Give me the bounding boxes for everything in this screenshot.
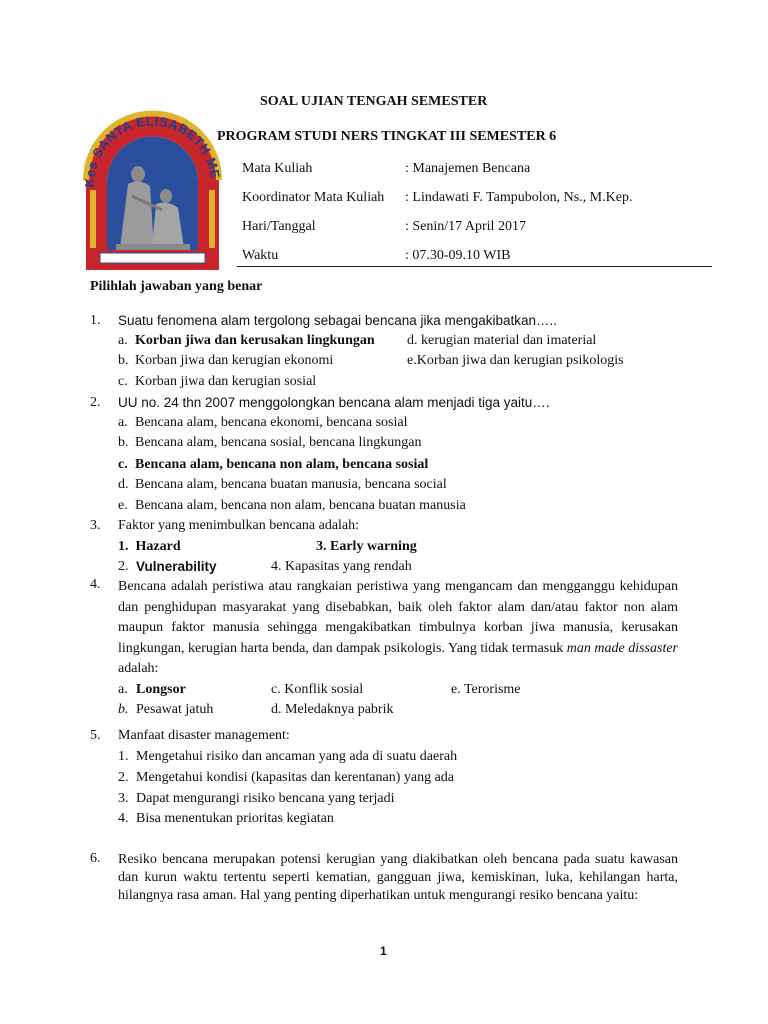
q1-number: 1. — [90, 313, 101, 328]
info-value-course: : Manajemen Bencana — [405, 161, 531, 176]
q1-option-e: e.Korban jiwa dan kerugian psikologis — [407, 353, 624, 368]
q4-b-label: b. — [118, 702, 129, 717]
q1-option-a: Korban jiwa dan kerusakan lingkungan — [135, 333, 375, 348]
q3-option-3: 3. Early warning — [316, 539, 417, 554]
q6-text: Resiko bencana merupakan potensi kerugian yang diakibatkan oleh bencana pada suatu kawasan dan kurun waktu tertentu seperti kematian, gangguan jiwa, kemiskinan, luka, kehilangan harta, hilangnya rasa aman. Hal yang penting diperhatikan untuk mengurangi resiko bencana yaitu: — [118, 852, 678, 903]
q2-c-label: c. — [118, 457, 128, 472]
q5-item-1-number: 1. — [118, 749, 129, 764]
q1-option-d: d. kerugian material dan imaterial — [407, 333, 597, 348]
q1-option-b: Korban jiwa dan kerugian ekonomi — [135, 353, 334, 368]
q2-option-d: Bencana alam, bencana buatan manusia, bencana social — [135, 477, 447, 492]
exam-title: SOAL UJIAN TENGAH SEMESTER — [260, 94, 488, 109]
q1-c-label: c. — [118, 374, 128, 389]
header-divider — [237, 266, 712, 267]
info-label-time: Waktu — [242, 248, 279, 263]
q3-option-4: 4. Kapasitas yang rendah — [271, 559, 412, 574]
q5-item-1: Mengetahui risiko dan ancaman yang ada di suatu daerah — [136, 749, 458, 764]
q2-d-label: d. — [118, 477, 129, 492]
q2-option-c: Bencana alam, bencana non alam, bencana sosial — [135, 457, 429, 472]
q5-number: 5. — [90, 728, 101, 743]
q4-option-c: c. Konflik sosial — [271, 682, 364, 697]
q3-text: Faktor yang menimbulkan bencana adalah: — [118, 518, 360, 533]
q4-option-e: e. Terorisme — [451, 682, 521, 697]
q5-item-3-number: 3. — [118, 791, 129, 806]
info-value-time: : 07.30-09.10 WIB — [405, 248, 511, 263]
info-label-coordinator: Koordinator Mata Kuliah — [242, 190, 385, 205]
svg-text:STIKes SANTA ELISABETH MEDAN — [80, 100, 223, 188]
q5-text: Manfaat disaster management: — [118, 728, 290, 743]
q2-e-label: e. — [118, 498, 128, 513]
q2-option-b: Bencana alam, bencana sosial, bencana lingkungan — [135, 435, 422, 450]
q4-number: 4. — [90, 577, 101, 592]
info-label-course: Mata Kuliah — [242, 161, 313, 176]
info-value-date: : Senin/17 April 2017 — [405, 219, 526, 234]
logo-text: Kes SANTA ELISABETH ME — [81, 113, 223, 188]
q1-a-label: a. — [118, 333, 128, 348]
q5-item-4-number: 4. — [118, 811, 129, 826]
q3-option-2-number: 2. — [118, 559, 129, 574]
instruction: Pilihlah jawaban yang benar — [90, 279, 263, 294]
q5-item-2: Mengetahui kondisi (kapasitas dan kerentanan) yang ada — [136, 770, 455, 785]
q4-emphasis: man made dissaster — [566, 640, 678, 656]
q5-item-2-number: 2. — [118, 770, 129, 785]
info-label-date: Hari/Tanggal — [242, 219, 316, 234]
q4-stem: Bencana adalah peristiwa atau rangkaian peristiwa yang mengancam dan mengganggu kehidupan dan penghidupan masyarakat yang disebabkan, baik oleh faktor alam dan/atau faktor non alam maupun faktor manusia sehingga mengakibatkan timbulnya korban jiwa manusia, kerusakan lingkungan, kerugian harta benda, dan dampak psikologis. Yang tidak termasuk — [118, 579, 678, 656]
q4-option-a: Longsor — [136, 682, 186, 697]
q3-option-1: 1. Hazard — [118, 539, 181, 554]
q2-number: 2. — [90, 395, 101, 410]
q4-option-b: Pesawat jatuh — [136, 702, 214, 717]
q1-b-label: b. — [118, 353, 129, 368]
program-title: PROGRAM STUDI NERS TINGKAT III SEMESTER 6 — [217, 129, 557, 144]
q2-text: UU no. 24 thn 2007 menggolongkan bencana alam menjadi tiga yaitu…. — [118, 395, 550, 410]
q4-option-d: d. Meledaknya pabrik — [271, 702, 394, 717]
q4-text — [118, 577, 678, 680]
q5-item-3: Dapat mengurangi risiko bencana yang terjadi — [136, 791, 395, 806]
info-value-coordinator: : Lindawati F. Tampubolon, Ns., M.Kep. — [405, 190, 633, 205]
q3-number: 3. — [90, 518, 101, 533]
q4-a-label: a. — [118, 682, 128, 697]
q6-number: 6. — [90, 851, 101, 866]
q2-b-label: b. — [118, 435, 129, 450]
q4-stem-tail: adalah: — [118, 661, 159, 676]
q1-text: Suatu fenomena alam tergolong sebagai bencana jika mengakibatkan….. — [118, 313, 558, 328]
q5-item-4: Bisa menentukan prioritas kegiatan — [136, 811, 334, 826]
q3-option-2: Vulnerability — [136, 559, 217, 574]
q2-option-a: Bencana alam, bencana ekonomi, bencana sosial — [135, 415, 408, 430]
page-number: 1 — [380, 944, 387, 958]
logo-caption — [80, 100, 225, 270]
q2-a-label: a. — [118, 415, 128, 430]
q2-option-e: Bencana alam, bencana non alam, bencana buatan manusia — [135, 498, 466, 513]
q1-option-c: Korban jiwa dan kerugian sosial — [135, 374, 317, 389]
